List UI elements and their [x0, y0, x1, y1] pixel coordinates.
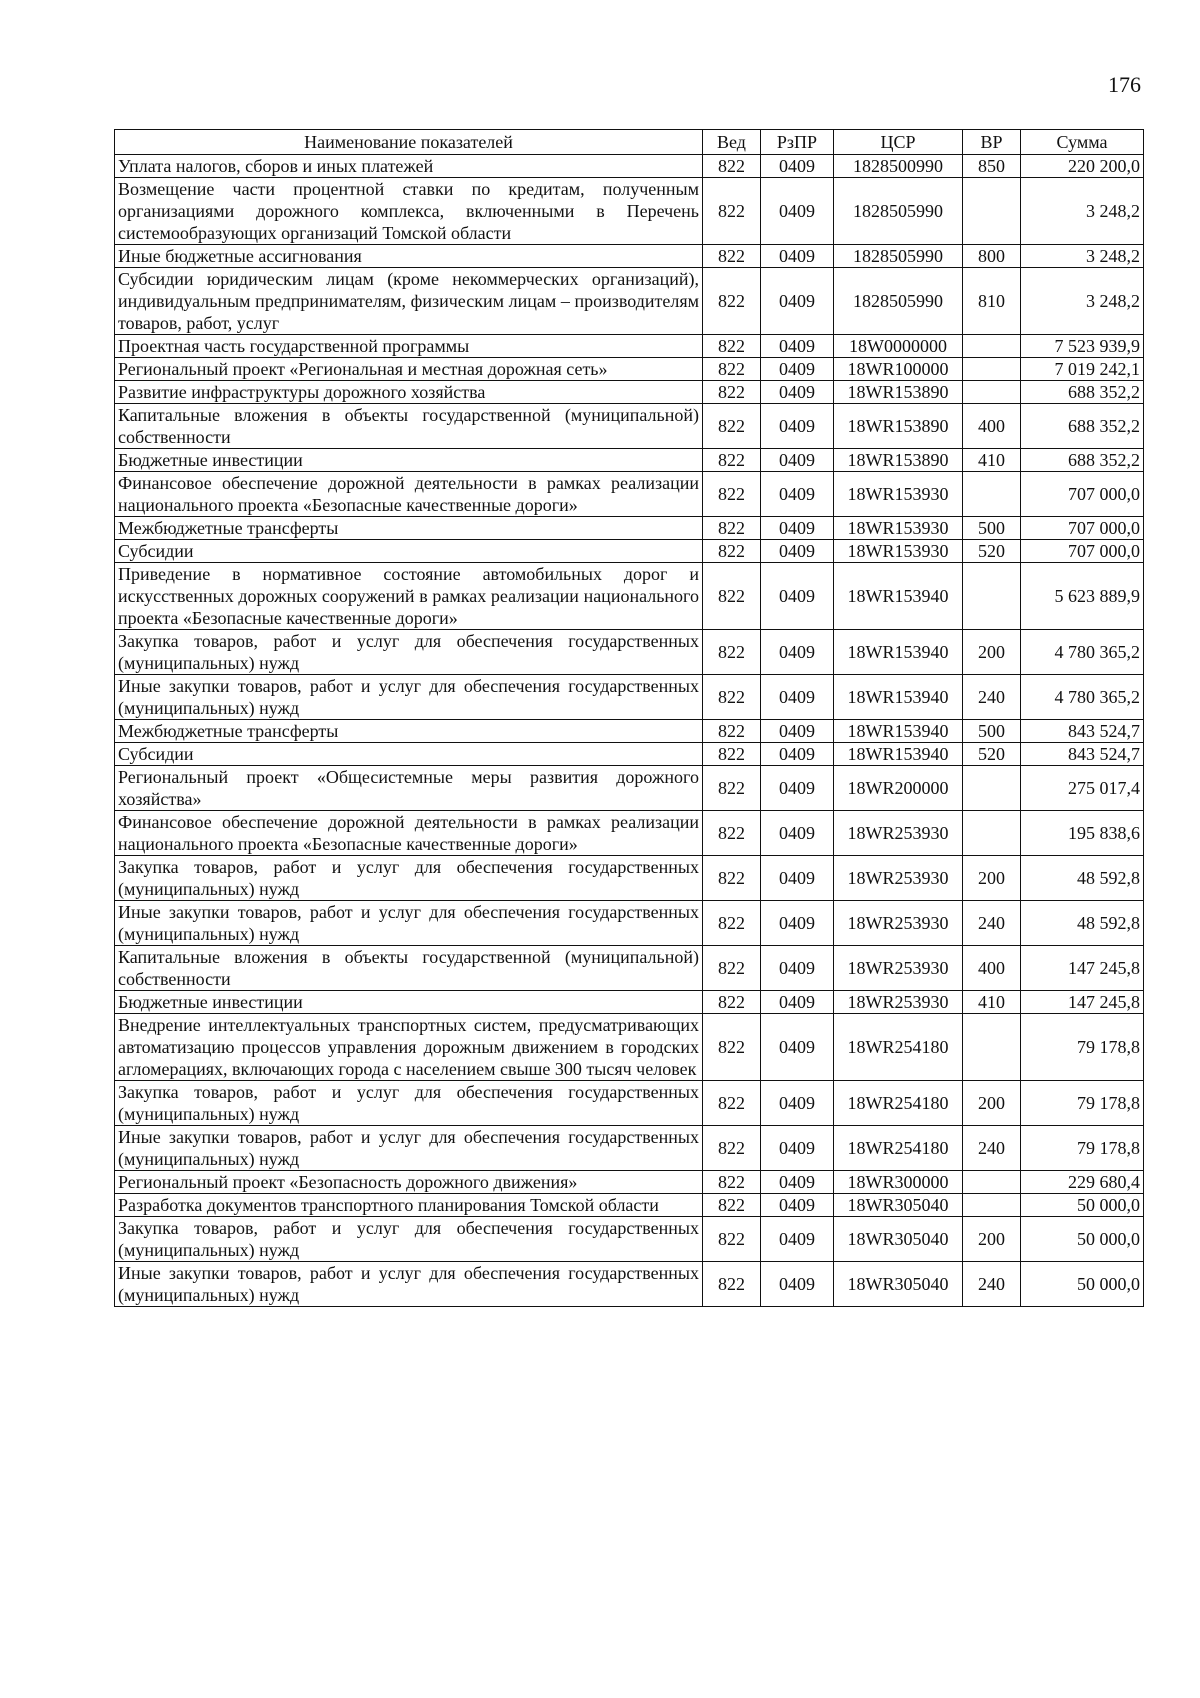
table-row	[115, 381, 1144, 404]
row-sum-cell: 79 178,8	[1021, 1014, 1144, 1081]
table-row	[115, 268, 1144, 335]
row-ved-cell: 822	[703, 811, 761, 856]
row-vr-cell	[963, 472, 1021, 517]
row-csr-cell: 18WR153940	[834, 563, 963, 630]
row-csr-cell: 18WR153940	[834, 720, 963, 743]
row-ved-cell: 822	[703, 472, 761, 517]
row-sum-cell: 707 000,0	[1021, 472, 1144, 517]
row-sum-cell: 688 352,2	[1021, 381, 1144, 404]
row-csr-cell: 1828505990	[834, 268, 963, 335]
row-rzpr-cell: 0409	[761, 1126, 834, 1171]
row-ved-cell: 822	[703, 381, 761, 404]
row-rzpr-cell: 0409	[761, 155, 834, 178]
table-row	[115, 901, 1144, 946]
row-vr-cell: 200	[963, 856, 1021, 901]
row-vr-cell	[963, 563, 1021, 630]
row-rzpr-cell: 0409	[761, 563, 834, 630]
row-vr-cell: 500	[963, 720, 1021, 743]
row-name-cell: Субсидии	[115, 540, 703, 563]
row-name-cell: Иные закупки товаров, работ и услуг для обеспечения государственных (муниципальных) нужд	[115, 1126, 703, 1171]
row-name-cell: Финансовое обеспечение дорожной деятельности в рамках реализации национального проекта «Безопасные качественные дороги»	[115, 472, 703, 517]
row-ved-cell: 822	[703, 1014, 761, 1081]
table-row	[115, 517, 1144, 540]
row-ved-cell: 822	[703, 901, 761, 946]
table-row	[115, 1014, 1144, 1081]
row-sum-cell: 5 623 889,9	[1021, 563, 1144, 630]
row-csr-cell: 18WR153930	[834, 540, 963, 563]
row-name-cell: Закупка товаров, работ и услуг для обеспечения государственных (муниципальных) нужд	[115, 1217, 703, 1262]
row-vr-cell: 200	[963, 1081, 1021, 1126]
row-name-cell: Иные закупки товаров, работ и услуг для обеспечения государственных (муниципальных) нужд	[115, 901, 703, 946]
row-vr-cell: 240	[963, 675, 1021, 720]
row-csr-cell: 18WR305040	[834, 1194, 963, 1217]
table-row	[115, 540, 1144, 563]
row-rzpr-cell: 0409	[761, 1217, 834, 1262]
row-rzpr-cell: 0409	[761, 268, 834, 335]
row-csr-cell: 1828505990	[834, 178, 963, 245]
row-vr-cell: 850	[963, 155, 1021, 178]
table-row	[115, 155, 1144, 178]
header-csr: ЦСР	[834, 130, 963, 155]
row-csr-cell: 18WR100000	[834, 358, 963, 381]
row-ved-cell: 822	[703, 743, 761, 766]
row-csr-cell: 18WR153890	[834, 449, 963, 472]
row-rzpr-cell: 0409	[761, 404, 834, 449]
header-ved: Вед	[703, 130, 761, 155]
row-csr-cell: 18WR253930	[834, 991, 963, 1014]
row-csr-cell: 18WR300000	[834, 1171, 963, 1194]
row-rzpr-cell: 0409	[761, 358, 834, 381]
row-ved-cell: 822	[703, 1262, 761, 1307]
row-name-cell: Иные бюджетные ассигнования	[115, 245, 703, 268]
row-sum-cell: 79 178,8	[1021, 1126, 1144, 1171]
row-csr-cell: 1828500990	[834, 155, 963, 178]
row-rzpr-cell: 0409	[761, 720, 834, 743]
row-name-cell: Разработка документов транспортного планирования Томской области	[115, 1194, 703, 1217]
row-vr-cell: 520	[963, 743, 1021, 766]
row-ved-cell: 822	[703, 946, 761, 991]
row-csr-cell: 18WR153930	[834, 472, 963, 517]
row-name-cell: Уплата налогов, сборов и иных платежей	[115, 155, 703, 178]
table-header-row	[115, 130, 1144, 155]
row-vr-cell: 200	[963, 630, 1021, 675]
table-body	[115, 155, 1144, 1307]
row-sum-cell: 3 248,2	[1021, 178, 1144, 245]
row-name-cell: Региональный проект «Региональная и местная дорожная сеть»	[115, 358, 703, 381]
row-vr-cell: 410	[963, 449, 1021, 472]
row-ved-cell: 822	[703, 856, 761, 901]
row-rzpr-cell: 0409	[761, 991, 834, 1014]
row-name-cell: Закупка товаров, работ и услуг для обеспечения государственных (муниципальных) нужд	[115, 1081, 703, 1126]
row-ved-cell: 822	[703, 335, 761, 358]
header-name: Наименование показателей	[115, 130, 703, 155]
row-ved-cell: 822	[703, 517, 761, 540]
row-sum-cell: 147 245,8	[1021, 946, 1144, 991]
row-name-cell: Иные закупки товаров, работ и услуг для обеспечения государственных (муниципальных) нужд	[115, 1262, 703, 1307]
table-row	[115, 743, 1144, 766]
row-sum-cell: 7 523 939,9	[1021, 335, 1144, 358]
row-sum-cell: 3 248,2	[1021, 268, 1144, 335]
row-ved-cell: 822	[703, 404, 761, 449]
row-rzpr-cell: 0409	[761, 449, 834, 472]
row-ved-cell: 822	[703, 245, 761, 268]
table-row	[115, 1262, 1144, 1307]
row-csr-cell: 18WR153940	[834, 743, 963, 766]
row-sum-cell: 48 592,8	[1021, 901, 1144, 946]
row-name-cell: Финансовое обеспечение дорожной деятельности в рамках реализации национального проекта «Безопасные качественные дороги»	[115, 811, 703, 856]
row-ved-cell: 822	[703, 358, 761, 381]
table-row	[115, 563, 1144, 630]
row-csr-cell: 18WR254180	[834, 1014, 963, 1081]
row-ved-cell: 822	[703, 1217, 761, 1262]
row-csr-cell: 18WR305040	[834, 1217, 963, 1262]
row-vr-cell: 240	[963, 1126, 1021, 1171]
header-rzpr: РзПР	[761, 130, 834, 155]
table-row	[115, 245, 1144, 268]
row-ved-cell: 822	[703, 155, 761, 178]
row-ved-cell: 822	[703, 1171, 761, 1194]
row-ved-cell: 822	[703, 268, 761, 335]
row-csr-cell: 18WR153890	[834, 381, 963, 404]
row-sum-cell: 50 000,0	[1021, 1262, 1144, 1307]
row-ved-cell: 822	[703, 991, 761, 1014]
row-vr-cell: 240	[963, 901, 1021, 946]
row-name-cell: Закупка товаров, работ и услуг для обеспечения государственных (муниципальных) нужд	[115, 630, 703, 675]
row-name-cell: Закупка товаров, работ и услуг для обеспечения государственных (муниципальных) нужд	[115, 856, 703, 901]
row-csr-cell: 18WR253930	[834, 901, 963, 946]
table-row	[115, 856, 1144, 901]
row-sum-cell: 4 780 365,2	[1021, 675, 1144, 720]
table-row	[115, 472, 1144, 517]
row-rzpr-cell: 0409	[761, 1194, 834, 1217]
row-name-cell: Региональный проект «Общесистемные меры развития дорожного хозяйства»	[115, 766, 703, 811]
row-vr-cell	[963, 358, 1021, 381]
row-csr-cell: 18WR253930	[834, 946, 963, 991]
row-ved-cell: 822	[703, 1081, 761, 1126]
table-row	[115, 811, 1144, 856]
row-csr-cell: 18WR253930	[834, 856, 963, 901]
row-name-cell: Бюджетные инвестиции	[115, 449, 703, 472]
row-rzpr-cell: 0409	[761, 901, 834, 946]
row-rzpr-cell: 0409	[761, 245, 834, 268]
row-name-cell: Региональный проект «Безопасность дорожного движения»	[115, 1171, 703, 1194]
table-row	[115, 991, 1144, 1014]
row-name-cell: Приведение в нормативное состояние автомобильных дорог и искусственных дорожных сооружений в рамках реализации национального проекта «Безопасные качественные дороги»	[115, 563, 703, 630]
row-rzpr-cell: 0409	[761, 540, 834, 563]
row-rzpr-cell: 0409	[761, 630, 834, 675]
row-sum-cell: 843 524,7	[1021, 743, 1144, 766]
row-sum-cell: 195 838,6	[1021, 811, 1144, 856]
row-csr-cell: 18W0000000	[834, 335, 963, 358]
row-sum-cell: 4 780 365,2	[1021, 630, 1144, 675]
table-row	[115, 449, 1144, 472]
row-csr-cell: 18WR153930	[834, 517, 963, 540]
row-rzpr-cell: 0409	[761, 675, 834, 720]
row-rzpr-cell: 0409	[761, 946, 834, 991]
table-row	[115, 178, 1144, 245]
row-name-cell: Проектная часть государственной программы	[115, 335, 703, 358]
row-rzpr-cell: 0409	[761, 517, 834, 540]
header-sum: Сумма	[1021, 130, 1144, 155]
table-row	[115, 1081, 1144, 1126]
row-vr-cell: 520	[963, 540, 1021, 563]
row-csr-cell: 1828505990	[834, 245, 963, 268]
row-sum-cell: 147 245,8	[1021, 991, 1144, 1014]
row-sum-cell: 688 352,2	[1021, 449, 1144, 472]
row-name-cell: Развитие инфраструктуры дорожного хозяйства	[115, 381, 703, 404]
table-row	[115, 358, 1144, 381]
row-sum-cell: 707 000,0	[1021, 540, 1144, 563]
row-sum-cell: 707 000,0	[1021, 517, 1144, 540]
row-ved-cell: 822	[703, 449, 761, 472]
row-name-cell: Субсидии юридическим лицам (кроме некоммерческих организаций), индивидуальным предпринимателям, физическим лицам – производителям товаров, работ, услуг	[115, 268, 703, 335]
row-name-cell: Внедрение интеллектуальных транспортных систем, предусматривающих автоматизацию процессов управления дорожным движением в городских агломерациях, включающих города с населением свыше 300 тысяч человек	[115, 1014, 703, 1081]
row-rzpr-cell: 0409	[761, 335, 834, 358]
row-name-cell: Межбюджетные трансферты	[115, 517, 703, 540]
row-csr-cell: 18WR153940	[834, 630, 963, 675]
row-sum-cell: 3 248,2	[1021, 245, 1144, 268]
table-row	[115, 335, 1144, 358]
row-vr-cell	[963, 381, 1021, 404]
row-ved-cell: 822	[703, 766, 761, 811]
row-rzpr-cell: 0409	[761, 178, 834, 245]
row-vr-cell: 240	[963, 1262, 1021, 1307]
row-sum-cell: 229 680,4	[1021, 1171, 1144, 1194]
table-row	[115, 766, 1144, 811]
row-sum-cell: 50 000,0	[1021, 1217, 1144, 1262]
row-sum-cell: 48 592,8	[1021, 856, 1144, 901]
row-vr-cell	[963, 1014, 1021, 1081]
row-sum-cell: 275 017,4	[1021, 766, 1144, 811]
row-ved-cell: 822	[703, 563, 761, 630]
row-csr-cell: 18WR253930	[834, 811, 963, 856]
table-row	[115, 675, 1144, 720]
row-vr-cell: 500	[963, 517, 1021, 540]
page-number: 176	[1108, 72, 1141, 97]
row-sum-cell: 7 019 242,1	[1021, 358, 1144, 381]
row-ved-cell: 822	[703, 720, 761, 743]
header-vr: ВР	[963, 130, 1021, 155]
table-row	[115, 1171, 1144, 1194]
row-name-cell: Возмещение части процентной ставки по кредитам, полученным организациями дорожного комплекса, включенными в Перечень системообразующих организаций Томской области	[115, 178, 703, 245]
row-vr-cell: 410	[963, 991, 1021, 1014]
row-vr-cell: 810	[963, 268, 1021, 335]
row-vr-cell: 800	[963, 245, 1021, 268]
row-vr-cell	[963, 335, 1021, 358]
row-ved-cell: 822	[703, 178, 761, 245]
budget-table	[114, 129, 1144, 1307]
row-ved-cell: 822	[703, 630, 761, 675]
row-vr-cell: 200	[963, 1217, 1021, 1262]
row-name-cell: Бюджетные инвестиции	[115, 991, 703, 1014]
table-row	[115, 1126, 1144, 1171]
table-row	[115, 404, 1144, 449]
row-csr-cell: 18WR200000	[834, 766, 963, 811]
row-vr-cell	[963, 178, 1021, 245]
row-rzpr-cell: 0409	[761, 811, 834, 856]
row-vr-cell	[963, 766, 1021, 811]
table-row	[115, 946, 1144, 991]
row-rzpr-cell: 0409	[761, 472, 834, 517]
row-ved-cell: 822	[703, 540, 761, 563]
row-vr-cell	[963, 811, 1021, 856]
row-rzpr-cell: 0409	[761, 766, 834, 811]
row-rzpr-cell: 0409	[761, 1081, 834, 1126]
row-name-cell: Субсидии	[115, 743, 703, 766]
row-vr-cell: 400	[963, 404, 1021, 449]
row-sum-cell: 220 200,0	[1021, 155, 1144, 178]
table-row	[115, 1217, 1144, 1262]
row-sum-cell: 79 178,8	[1021, 1081, 1144, 1126]
row-csr-cell: 18WR254180	[834, 1126, 963, 1171]
row-csr-cell: 18WR305040	[834, 1262, 963, 1307]
row-sum-cell: 50 000,0	[1021, 1194, 1144, 1217]
row-rzpr-cell: 0409	[761, 1262, 834, 1307]
row-rzpr-cell: 0409	[761, 1014, 834, 1081]
row-rzpr-cell: 0409	[761, 381, 834, 404]
row-rzpr-cell: 0409	[761, 856, 834, 901]
table-row	[115, 630, 1144, 675]
row-name-cell: Капитальные вложения в объекты государственной (муниципальной) собственности	[115, 946, 703, 991]
row-rzpr-cell: 0409	[761, 1171, 834, 1194]
row-rzpr-cell: 0409	[761, 743, 834, 766]
row-name-cell: Капитальные вложения в объекты государственной (муниципальной) собственности	[115, 404, 703, 449]
row-csr-cell: 18WR153890	[834, 404, 963, 449]
row-vr-cell	[963, 1171, 1021, 1194]
row-vr-cell: 400	[963, 946, 1021, 991]
row-name-cell: Иные закупки товаров, работ и услуг для обеспечения государственных (муниципальных) нужд	[115, 675, 703, 720]
row-vr-cell	[963, 1194, 1021, 1217]
row-ved-cell: 822	[703, 1126, 761, 1171]
row-csr-cell: 18WR153940	[834, 675, 963, 720]
table-row	[115, 1194, 1144, 1217]
row-name-cell: Межбюджетные трансферты	[115, 720, 703, 743]
row-csr-cell: 18WR254180	[834, 1081, 963, 1126]
table-row	[115, 720, 1144, 743]
row-ved-cell: 822	[703, 675, 761, 720]
row-sum-cell: 688 352,2	[1021, 404, 1144, 449]
row-ved-cell: 822	[703, 1194, 761, 1217]
row-sum-cell: 843 524,7	[1021, 720, 1144, 743]
